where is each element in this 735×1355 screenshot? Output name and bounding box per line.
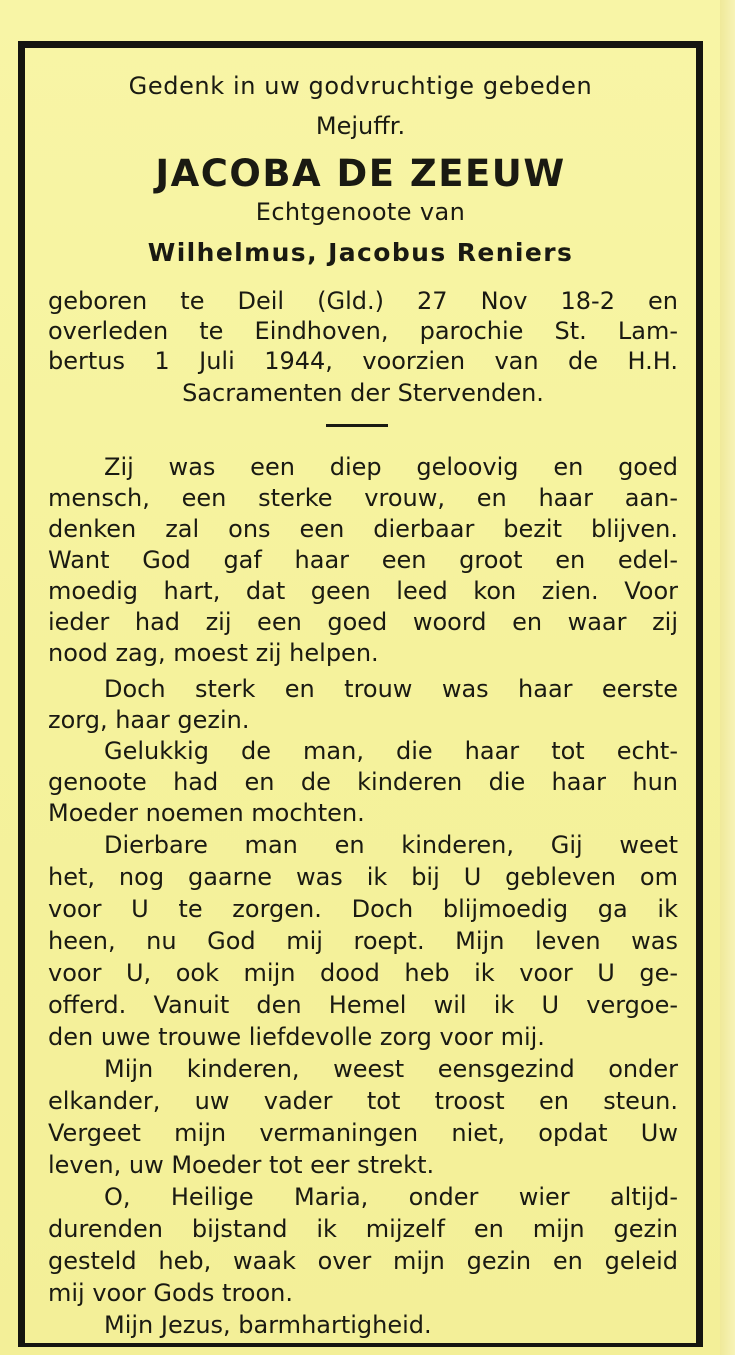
spouse-name: Wilhelmus, Jacobus Reniers bbox=[147, 238, 574, 267]
text-line: ieder had zij een goed woord en waar zij bbox=[48, 608, 678, 636]
text-line: zorg, haar gezin. bbox=[48, 706, 250, 734]
text-line: Mijn kinderen, weest eensgezind onder bbox=[104, 1055, 678, 1083]
text-line: heen, nu God mij roept. Mijn leven was bbox=[48, 927, 678, 955]
spouse-label: Echtgenoote van bbox=[255, 198, 466, 226]
text-line: Vergeet mijn vermaningen niet, opdat Uw bbox=[48, 1119, 678, 1147]
text-line: mensch, een sterke vrouw, en haar aan- bbox=[48, 484, 678, 512]
card-edge bbox=[720, 0, 735, 1355]
life-details-line: geboren te Deil (Gld.) 27 Nov 18-2 en bbox=[48, 287, 678, 315]
text-line: Zij was een diep geloovig en goed bbox=[104, 453, 678, 481]
intro-line: Gedenk in uw godvruchtige gebeden bbox=[128, 72, 593, 100]
life-details-line: overleden te Eindhoven, parochie St. Lam- bbox=[48, 317, 678, 345]
life-details-line: Sacramenten der Stervenden. bbox=[182, 379, 544, 407]
text-line: voor U te zorgen. Doch blijmoedig ga ik bbox=[48, 895, 678, 923]
text-line: Gelukkig de man, die haar tot echt- bbox=[104, 737, 678, 765]
life-details-line: bertus 1 Juli 1944, voorzien van de H.H. bbox=[48, 347, 678, 375]
text-line: Mijn Jezus, barmhartigheid. bbox=[104, 1311, 432, 1339]
text-line: Want God gaf haar een groot en edel- bbox=[48, 546, 678, 574]
text-line: het, nog gaarne was ik bij U gebleven om bbox=[48, 863, 678, 891]
text-line: voor U, ook mijn dood heb ik voor U ge- bbox=[48, 959, 678, 987]
divider-rule bbox=[326, 424, 388, 427]
text-line: durenden bijstand ik mijzelf en mijn gezin bbox=[48, 1215, 678, 1243]
text-line: offerd. Vanuit den Hemel wil ik U vergoe- bbox=[48, 991, 678, 1019]
text-line: moedig hart, dat geen leed kon zien. Voor bbox=[48, 577, 678, 605]
text-line: mij voor Gods troon. bbox=[48, 1279, 294, 1307]
text-line: Dierbare man en kinderen, Gij weet bbox=[104, 831, 678, 859]
text-line: genoote had en de kinderen die haar hun bbox=[48, 768, 678, 796]
text-line: gesteld heb, waak over mijn gezin en geleid bbox=[48, 1247, 678, 1275]
text-line: den uwe trouwe liefdevolle zorg voor mij. bbox=[48, 1023, 545, 1051]
text-line: elkander, uw vader tot troost en steun. bbox=[48, 1087, 678, 1115]
text-line: Moeder noemen mochten. bbox=[48, 799, 365, 827]
deceased-name: JACOBA DE ZEEUW bbox=[155, 152, 566, 195]
text-line: Doch sterk en trouw was haar eerste bbox=[104, 675, 678, 703]
text-line: nood zag, moest zij helpen. bbox=[48, 639, 379, 667]
text-line: denken zal ons een dierbaar bezit blijven. bbox=[48, 515, 678, 543]
text-line: leven, uw Moeder tot eer strekt. bbox=[48, 1151, 435, 1179]
text-line: O, Heilige Maria, onder wier altijd- bbox=[104, 1183, 678, 1211]
honorific: Mejuffr. bbox=[315, 112, 406, 140]
